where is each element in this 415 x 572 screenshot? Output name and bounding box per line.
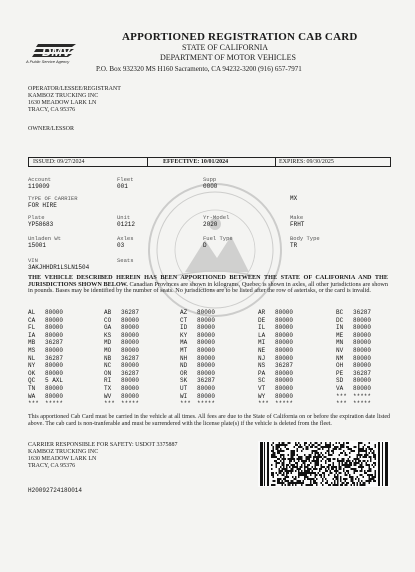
jurisdiction-weight: 80000 — [197, 347, 216, 354]
jurisdiction-weight: 80000 — [121, 385, 140, 392]
mx-value: MX — [290, 195, 298, 202]
jurisdiction-code: IA — [28, 331, 36, 339]
apportionment-notice-rest: Canadian Provinces are shown in kilograms, Quebec is shown in axles, all other jurisdictions are shown in pounds. Bases may be identified by the number of seats. No jurisdictions are to be listed after the row of asterisks, or the card is invalid. — [28, 280, 388, 295]
operator-street: 1630 MEADOW LARK LN — [28, 100, 97, 106]
jurisdiction-weight: 80000 — [275, 339, 294, 347]
jurisdiction-code: MO — [104, 347, 112, 354]
jurisdiction-code: ME — [336, 331, 344, 339]
jurisdiction-weight: 36287 — [121, 369, 140, 377]
jurisdiction-weight: 36287 — [45, 354, 64, 362]
jurisdiction-weight: ***** — [197, 400, 216, 408]
jurisdiction-code: CT — [180, 316, 188, 324]
state-name: STATE OF CALIFORNIA — [182, 43, 269, 52]
fuel-value: D — [203, 242, 207, 249]
jurisdiction-code: SC — [258, 377, 266, 385]
logo-text: DMV — [42, 44, 71, 59]
jurisdiction-code: TX — [104, 385, 112, 392]
jurisdiction-weight: 80000 — [275, 331, 294, 339]
jurisdiction-code: WY — [258, 392, 266, 400]
jurisdiction-code: CA — [28, 316, 36, 324]
jurisdiction-weight: 80000 — [197, 324, 216, 332]
jurisdiction-weight: ***** — [121, 400, 140, 408]
document-id: H2009272418O014 — [28, 487, 83, 494]
jurisdiction-code: MT — [180, 347, 188, 354]
jurisdiction-code: PE — [336, 369, 344, 377]
jurisdiction-code: MS — [28, 347, 36, 354]
jurisdiction-code: ND — [180, 362, 188, 370]
jurisdiction-weight: 80000 — [121, 339, 140, 347]
yr-model-value: 2020 — [203, 221, 218, 228]
jurisdiction-weight: 80000 — [45, 385, 64, 392]
jurisdiction-code: AZ — [180, 309, 188, 316]
jurisdiction-weight: 80000 — [121, 392, 140, 400]
jurisdiction-code: OK — [28, 369, 36, 377]
body-label: Body Type — [290, 235, 320, 242]
account-label: Account — [28, 176, 52, 183]
expires-date: EXPIRES: 09/30/2025 — [279, 159, 334, 165]
carrier-safety-label: CARRIER RESPONSIBLE FOR SAFETY: USDOT 3375887 — [28, 442, 178, 448]
jurisdiction-weight: 36287 — [45, 339, 64, 347]
jurisdiction-code: WI — [180, 392, 188, 400]
axles-label: Axles — [117, 235, 134, 242]
jurisdiction-code: OH — [336, 362, 344, 370]
unit-value: 01212 — [117, 221, 136, 228]
jurisdiction-weight: 80000 — [121, 316, 140, 324]
card-title: APPORTIONED REGISTRATION CAB CARD — [122, 31, 358, 43]
jurisdiction-weight: 80000 — [275, 316, 294, 324]
jurisdiction-code: NM — [336, 354, 344, 362]
jurisdiction-weight: 36287 — [121, 354, 140, 362]
account-value: 119009 — [28, 183, 50, 190]
jurisdiction-weight: 80000 — [275, 354, 294, 362]
owner-label: OWNER/LESSOR — [28, 126, 75, 132]
jurisdiction-weight: 80000 — [45, 324, 64, 332]
jurisdiction-code: NB — [104, 354, 112, 362]
jurisdiction-code: VA — [336, 385, 344, 392]
jurisdiction-code: BC — [336, 309, 344, 316]
jurisdiction-code: SK — [180, 377, 188, 385]
carrier-safety-name: KAMBOZ TRUCKING INC — [28, 449, 99, 455]
jurisdiction-weight: 80000 — [45, 392, 64, 400]
jurisdiction-code: NC — [104, 362, 112, 370]
jurisdiction-code: AL — [28, 309, 36, 316]
jurisdiction-code: NY — [28, 362, 36, 370]
jurisdiction-code: AR — [258, 309, 266, 316]
yr-model-label: Yr-Model — [203, 214, 230, 221]
jurisdiction-weight: 80000 — [353, 339, 372, 347]
jurisdiction-weight: 36287 — [353, 369, 372, 377]
carrier-type-label: TYPE OF CARRIER — [28, 195, 78, 202]
jurisdiction-weight: ***** — [353, 392, 372, 400]
jurisdiction-code: UT — [180, 385, 188, 392]
jurisdiction-code: NJ — [258, 354, 266, 362]
jurisdiction-code: TN — [28, 385, 36, 392]
jurisdiction-weight: 80000 — [275, 392, 294, 400]
agency-tagline: A Public Service Agency — [26, 59, 70, 64]
unladen-label: Unladen Wt — [28, 235, 62, 242]
jurisdiction-weight: 80000 — [353, 324, 372, 332]
jurisdiction-code: NV — [336, 347, 344, 354]
jurisdiction-weight: 80000 — [275, 377, 294, 385]
jurisdiction-code: GA — [104, 324, 112, 332]
apportionment-notice-bold: THE VEHICLE DESCRIBED HEREIN HAS BEEN APPORTIONED BETWEEN THE STATE OF CALIFORNIA AND THE JURISDICTIONS SHOWN BELOW. — [28, 274, 388, 288]
jurisdiction-code: NL — [28, 354, 36, 362]
unit-label: Unit — [117, 214, 131, 221]
jurisdiction-code: MI — [258, 339, 266, 347]
supp-label: Supp — [203, 176, 217, 183]
jurisdiction-code: NS — [258, 362, 266, 370]
jurisdiction-code: RI — [104, 377, 112, 385]
effective-date: EFFECTIVE: 10/01/2024 — [163, 159, 229, 165]
department-address: P.O. Box 932320 MS H160 Sacramento, CA 94232-3200 (916) 657-7971 — [96, 65, 302, 73]
jurisdiction-code: QC — [28, 377, 36, 385]
plate-label: Plate — [28, 214, 45, 221]
jurisdiction-weight: 36287 — [275, 362, 294, 370]
department-name: DEPARTMENT OF MOTOR VEHICLES — [160, 53, 296, 62]
jurisdiction-weight: 80000 — [353, 354, 372, 362]
jurisdiction-code: KY — [180, 331, 188, 339]
jurisdiction-weight: 80000 — [197, 354, 216, 362]
jurisdiction-weight: 80000 — [197, 331, 216, 339]
jurisdiction-weight: 80000 — [197, 339, 216, 347]
issued-date: ISSUED: 09/27/2024 — [33, 159, 85, 165]
fleet-value: 001 — [117, 183, 128, 190]
jurisdiction-weight: 80000 — [121, 324, 140, 332]
vin-label: VIN — [28, 257, 38, 264]
jurisdiction-weight: 80000 — [45, 309, 64, 316]
jurisdiction-weight: 80000 — [353, 316, 372, 324]
jurisdiction-weight: 80000 — [45, 331, 64, 339]
plate-value: YP58683 — [28, 221, 54, 228]
jurisdiction-code: IN — [336, 324, 344, 332]
jurisdiction-code: *** — [336, 400, 347, 408]
jurisdiction-code: DC — [336, 316, 344, 324]
jurisdiction-weight: 80000 — [197, 316, 216, 324]
jurisdiction-code: LA — [258, 331, 266, 339]
jurisdiction-code: *** — [336, 392, 347, 400]
jurisdiction-weight: ***** — [353, 400, 372, 408]
jurisdiction-weight: 80000 — [353, 362, 372, 370]
jurisdiction-code: *** — [28, 400, 39, 408]
carrier-safety-block — [28, 442, 178, 470]
jurisdiction-code: PA — [258, 369, 266, 377]
jurisdiction-weight: 80000 — [45, 316, 64, 324]
carrier-safety-street: 1630 MEADOW LARK LN — [28, 456, 97, 462]
operator-label: OPERATOR/LESSEE/REGISTRANT — [28, 86, 121, 92]
jurisdiction-code: *** — [258, 400, 269, 408]
jurisdiction-weight: ***** — [275, 400, 294, 408]
fuel-label: Fuel Type — [203, 235, 233, 242]
jurisdiction-code: SD — [336, 377, 344, 385]
operator-name: KAMBOZ TRUCKING INC — [28, 93, 99, 99]
make-label: Make — [290, 214, 304, 221]
jurisdiction-code: WA — [28, 392, 36, 400]
jurisdiction-code: NH — [180, 354, 188, 362]
jurisdiction-code: CO — [104, 316, 112, 324]
jurisdiction-weight: 80000 — [275, 324, 294, 332]
jurisdiction-weight: 80000 — [121, 347, 140, 354]
make-value: FRHT — [290, 221, 305, 228]
jurisdiction-weight: 80000 — [197, 309, 216, 316]
jurisdiction-code: VT — [258, 385, 266, 392]
jurisdiction-weight: 80000 — [353, 331, 372, 339]
vin-value: 3AKJHHDR1LSLN1504 — [28, 264, 90, 271]
jurisdiction-weight: 80000 — [45, 369, 64, 377]
jurisdiction-weight: 80000 — [275, 347, 294, 354]
jurisdiction-weight: 80000 — [45, 347, 64, 354]
supp-value: 0000 — [203, 183, 218, 190]
jurisdiction-weight: 80000 — [197, 385, 216, 392]
carrier-type-value: FOR HIRE — [28, 202, 57, 209]
jurisdiction-weight: 80000 — [197, 369, 216, 377]
jurisdiction-code: *** — [180, 400, 191, 408]
jurisdiction-code: AB — [104, 309, 112, 316]
jurisdiction-code: MB — [28, 339, 36, 347]
jurisdiction-weight: 80000 — [275, 385, 294, 392]
jurisdiction-weight: 80000 — [121, 362, 140, 370]
jurisdiction-weight: 80000 — [121, 377, 140, 385]
jurisdiction-weight: 80000 — [353, 377, 372, 385]
barcode-icon — [258, 441, 390, 487]
jurisdiction-code: OR — [180, 369, 188, 377]
cab-card-notice: This apportioned Cab Card must be carried in the vehicle at all times. All fees are due to the State of California on or before the expiration date listed above. The cab card is non-tranferable and must be surrendered with the license plate(s) if the vehicle is deleted from the fleet. — [28, 414, 390, 427]
jurisdiction-code: NE — [258, 347, 266, 354]
jurisdiction-code: MD — [104, 339, 112, 347]
jurisdiction-weight: 36287 — [353, 309, 372, 316]
jurisdiction-weight: 5 AXL — [45, 377, 64, 385]
jurisdiction-weight: 80000 — [353, 385, 372, 392]
jurisdiction-code: ON — [104, 369, 112, 377]
axles-value: 03 — [117, 242, 125, 249]
jurisdiction-code: DE — [258, 316, 266, 324]
jurisdiction-code: KS — [104, 331, 112, 339]
operator-city: TRACY, CA 95376 — [28, 107, 76, 113]
jurisdiction-weight: ***** — [45, 400, 64, 408]
jurisdiction-code: MA — [180, 339, 188, 347]
jurisdiction-weight: 80000 — [45, 362, 64, 370]
jurisdiction-code: WV — [104, 392, 112, 400]
jurisdiction-code: ID — [180, 324, 188, 332]
jurisdiction-weight: 80000 — [353, 347, 372, 354]
jurisdiction-weight: 36287 — [121, 309, 140, 316]
unladen-value: 15001 — [28, 242, 47, 249]
body-value: TR — [290, 242, 298, 249]
fleet-label: Fleet — [117, 176, 134, 183]
jurisdiction-weight: 80000 — [275, 309, 294, 316]
jurisdiction-weight: 36287 — [197, 377, 216, 385]
jurisdiction-weight: 80000 — [197, 362, 216, 370]
carrier-safety-city: TRACY, CA 95376 — [28, 463, 76, 469]
jurisdiction-code: MN — [336, 339, 344, 347]
seats-label: Seats — [117, 257, 134, 264]
jurisdiction-weight: 80000 — [121, 331, 140, 339]
jurisdiction-code: FL — [28, 324, 36, 332]
jurisdiction-code: IL — [258, 324, 266, 332]
jurisdiction-weight: 80000 — [197, 392, 216, 400]
jurisdiction-weight: 80000 — [275, 369, 294, 377]
jurisdiction-code: *** — [104, 400, 115, 408]
